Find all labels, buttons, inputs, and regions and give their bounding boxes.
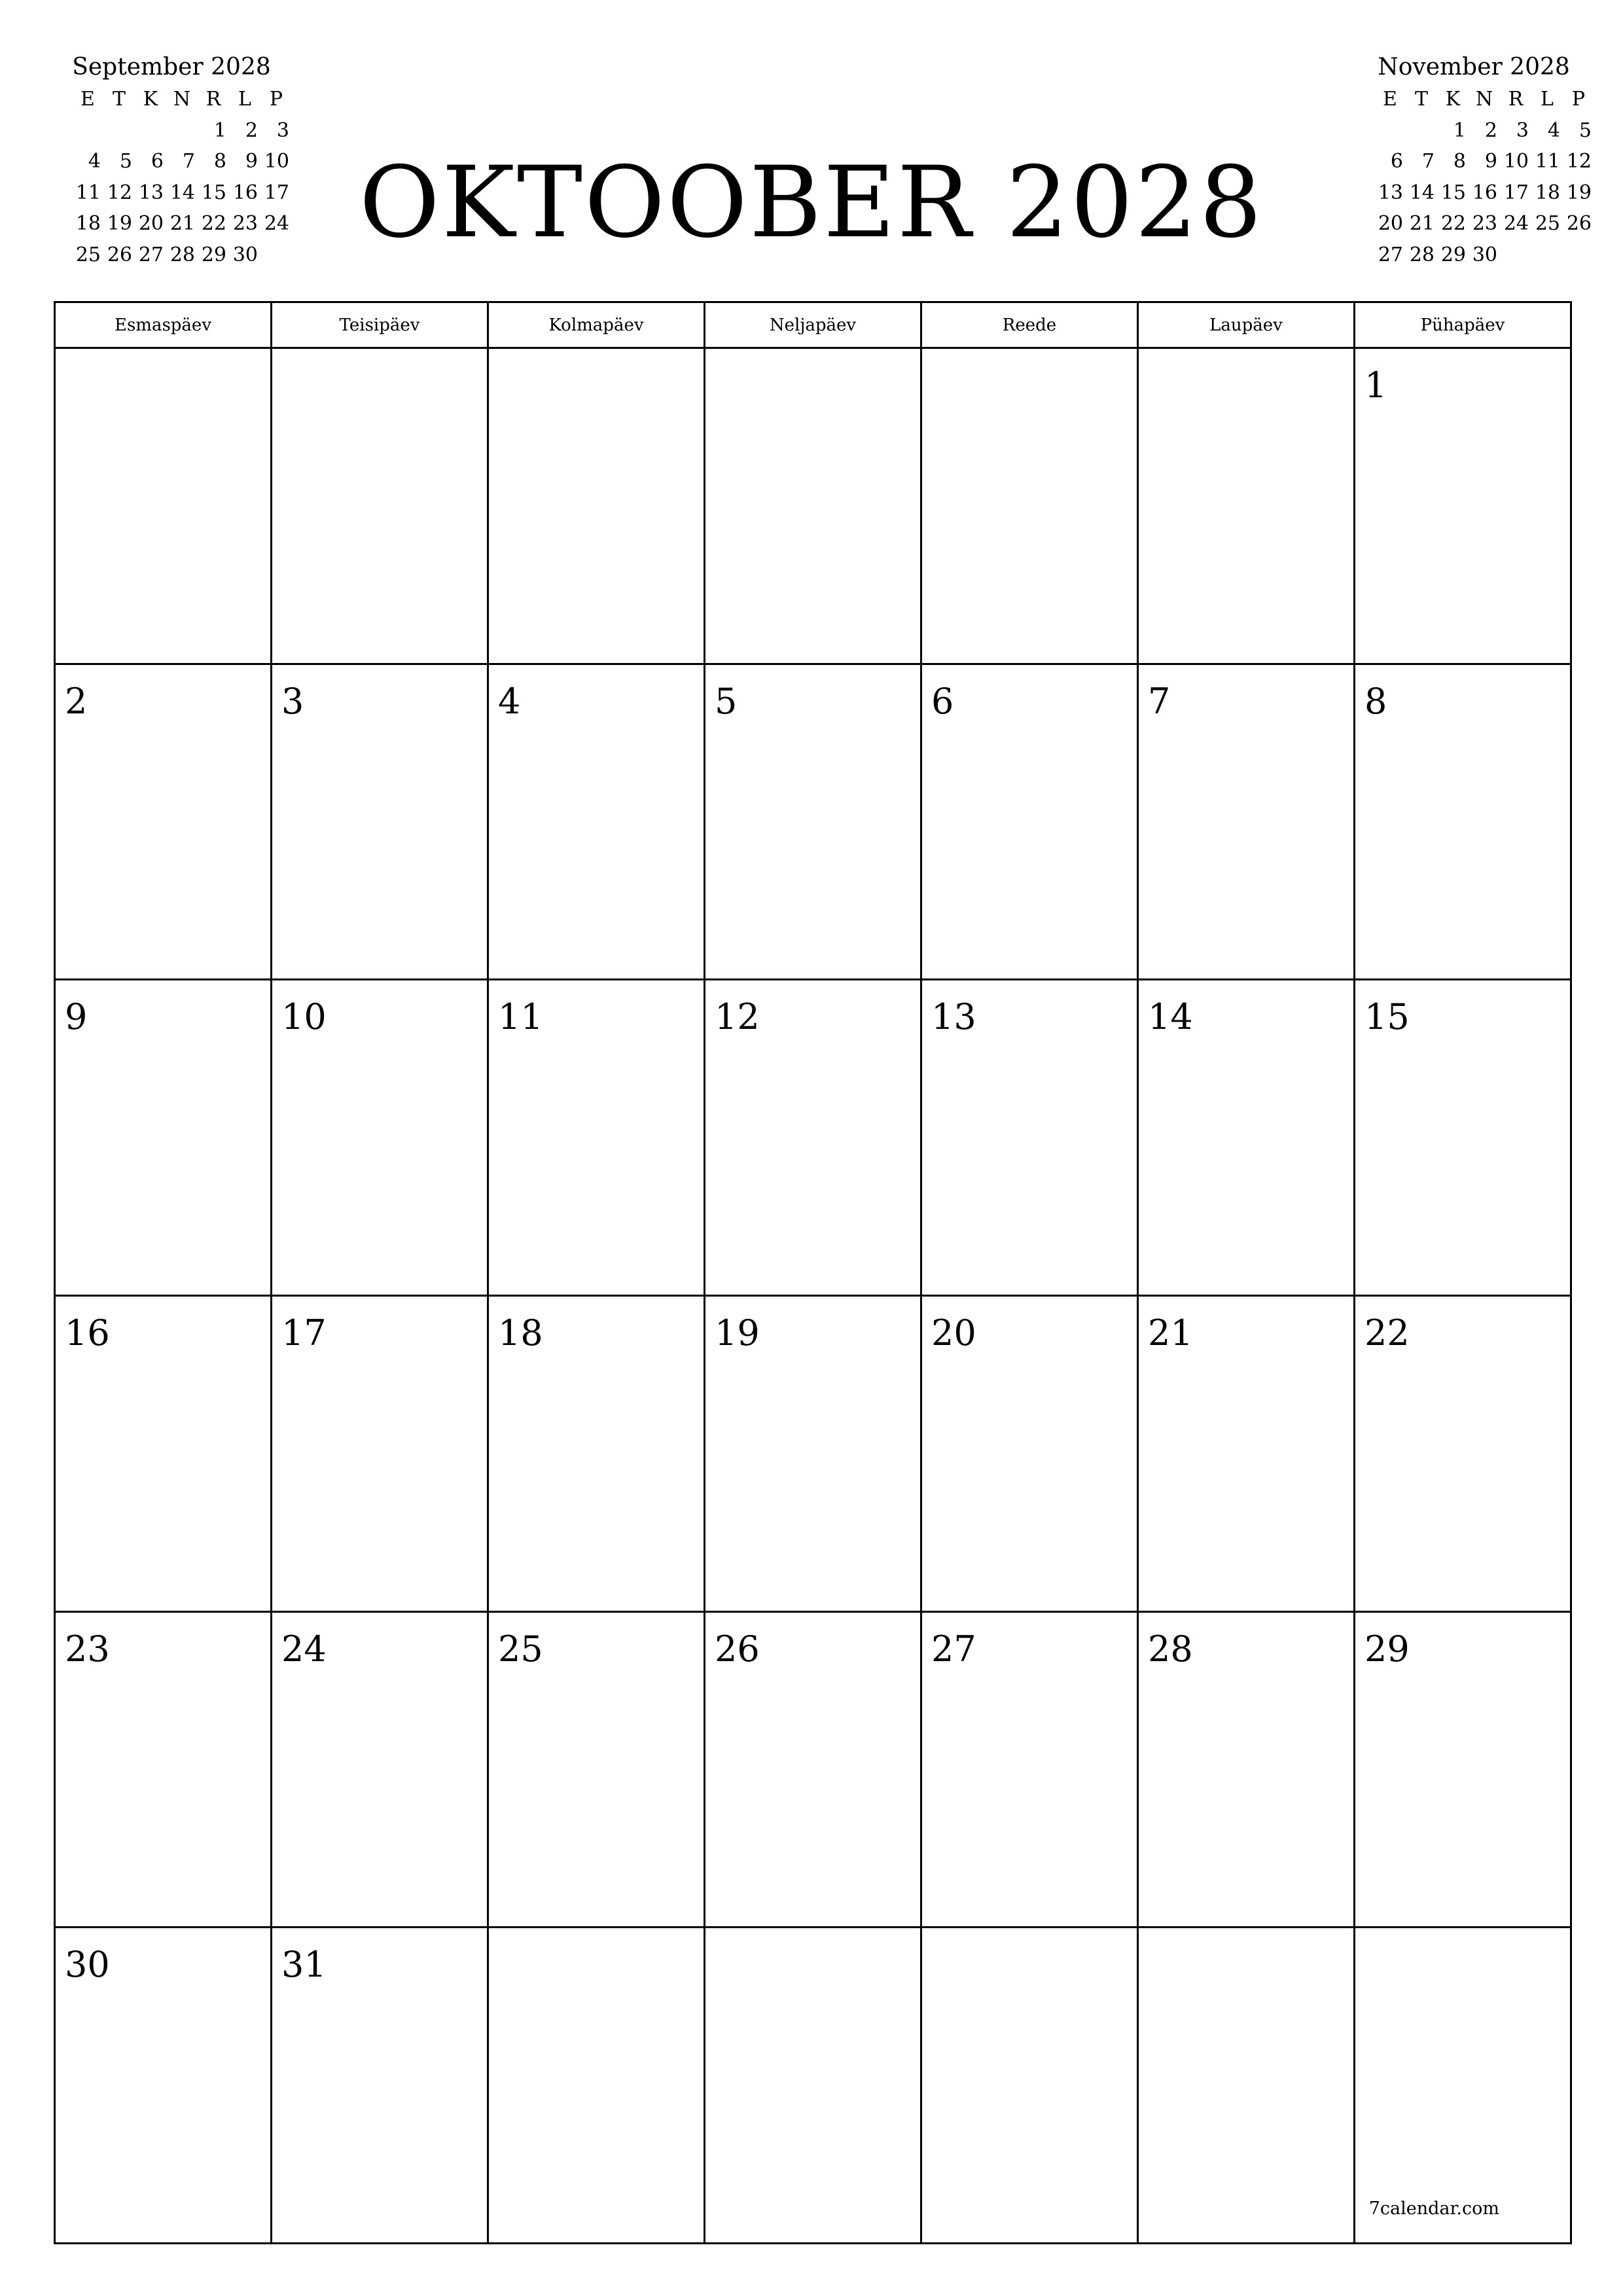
day-number: 24 [281, 1628, 327, 1670]
day-cell [489, 349, 705, 665]
day-number: 5 [715, 680, 738, 722]
mini-day-number: 9 [1484, 150, 1497, 173]
day-cell [56, 1297, 272, 1613]
mini-day-number: 25 [75, 243, 101, 266]
day-cell [272, 665, 489, 981]
day-number: 12 [715, 996, 760, 1038]
page-title: OKTOOBER 2028 [359, 146, 1264, 260]
mini-day-number [1372, 115, 1403, 147]
mini-day-number: 3 [276, 118, 289, 142]
mini-day-number: 14 [1409, 181, 1435, 204]
weekday-header: Neljapäev [705, 303, 922, 349]
mini-weekday-initial: K [143, 88, 158, 111]
mini-weekday-initial: T [112, 88, 126, 111]
day-number: 18 [498, 1312, 543, 1354]
day-number: 28 [1148, 1628, 1193, 1670]
day-cell [922, 1297, 1139, 1613]
day-cell [272, 1928, 489, 2244]
day-number: 19 [715, 1312, 760, 1354]
day-number: 4 [498, 680, 521, 722]
mini-day-number: 6 [1390, 150, 1403, 173]
mini-day-number: 29 [201, 243, 226, 266]
mini-day-number: 23 [1472, 212, 1497, 235]
weekday-header: Reede [922, 303, 1139, 349]
day-cell [489, 665, 705, 981]
day-cell [56, 1613, 272, 1929]
mini-day-number: 10 [1503, 150, 1529, 173]
day-cell [1139, 665, 1355, 981]
mini-day-number: 13 [138, 181, 164, 204]
day-cell [1355, 1297, 1572, 1613]
day-number: 9 [65, 996, 88, 1038]
mini-day-number: 6 [151, 150, 164, 173]
day-cell [489, 980, 705, 1297]
mini-day-number: 15 [1440, 181, 1466, 204]
mini-weekday-initial: P [1571, 88, 1586, 111]
day-cell [1139, 1297, 1355, 1613]
day-number: 7 [1148, 680, 1171, 722]
mini-day-number [1403, 115, 1435, 147]
mini-day-number: 16 [232, 181, 258, 204]
day-cell [1355, 1928, 1572, 2244]
day-number: 14 [1148, 996, 1193, 1038]
mini-day-number [1497, 240, 1529, 271]
mini-day-number: 19 [107, 212, 132, 235]
mini-day-number: 21 [169, 212, 195, 235]
day-cell [489, 1297, 705, 1613]
day-cell [56, 665, 272, 981]
mini-day-number: 26 [1566, 212, 1592, 235]
weekday-header: Teisipäev [272, 303, 489, 349]
day-number: 3 [281, 680, 304, 722]
mini-day-number: 29 [1440, 243, 1466, 266]
day-cell [705, 1613, 922, 1929]
mini-day-number: 2 [245, 118, 258, 142]
mini-day-number [101, 115, 132, 147]
mini-day-number: 7 [182, 150, 195, 173]
day-cell [489, 1613, 705, 1929]
day-cell [56, 349, 272, 665]
day-number: 17 [281, 1312, 327, 1354]
mini-day-number: 26 [107, 243, 132, 266]
mini-day-number [1529, 240, 1560, 271]
day-cell [272, 980, 489, 1297]
mini-day-number: 27 [1378, 243, 1403, 266]
day-number: 15 [1364, 996, 1410, 1038]
day-cell [56, 1928, 272, 2244]
day-number: 16 [65, 1312, 110, 1354]
day-cell [272, 349, 489, 665]
mini-day-number: 12 [107, 181, 132, 204]
mini-day-number: 9 [245, 150, 258, 173]
day-cell [705, 1297, 922, 1613]
mini-calendar-title: September 2028 [72, 54, 271, 81]
mini-day-number: 20 [138, 212, 164, 235]
day-cell [1139, 1928, 1355, 2244]
day-number: 1 [1364, 365, 1387, 406]
mini-day-number: 17 [1503, 181, 1529, 204]
day-cell [1355, 665, 1572, 981]
day-number: 6 [931, 680, 954, 722]
mini-weekday-initial: R [205, 88, 221, 111]
day-cell [1355, 980, 1572, 1297]
mini-weekday-initial: L [238, 88, 251, 111]
mini-day-number: 20 [1378, 212, 1403, 235]
mini-calendar-title: November 2028 [1378, 54, 1570, 81]
mini-day-number: 22 [1440, 212, 1466, 235]
day-cell [922, 665, 1139, 981]
day-number: 11 [498, 996, 543, 1038]
mini-day-number: 30 [232, 243, 258, 266]
mini-day-number: 21 [1409, 212, 1435, 235]
mini-day-number: 7 [1421, 150, 1435, 173]
weekday-header: Pühapäev [1355, 303, 1572, 349]
mini-weekday-initial: K [1445, 88, 1461, 111]
day-cell [922, 1613, 1139, 1929]
month-grid [54, 301, 1572, 2244]
day-cell [1355, 349, 1572, 665]
mini-day-number: 30 [1472, 243, 1497, 266]
weekday-header: Laupäev [1139, 303, 1355, 349]
mini-day-number: 11 [1535, 150, 1560, 173]
mini-day-number: 15 [201, 181, 226, 204]
mini-calendar-next [1356, 51, 1592, 270]
mini-weekday-initial: E [1383, 88, 1397, 111]
day-number: 26 [715, 1628, 760, 1670]
mini-day-number: 24 [1503, 212, 1529, 235]
day-number: 22 [1364, 1312, 1410, 1354]
mini-day-number [1560, 240, 1592, 271]
mini-day-number: 4 [1547, 118, 1560, 142]
weekday-header: Esmaspäev [56, 303, 272, 349]
mini-day-number: 4 [88, 150, 101, 173]
weekday-header: Kolmapäev [489, 303, 705, 349]
mini-day-number: 16 [1472, 181, 1497, 204]
mini-day-number: 28 [1409, 243, 1435, 266]
mini-day-number: 1 [1453, 118, 1466, 142]
mini-day-number: 25 [1535, 212, 1560, 235]
day-number: 13 [931, 996, 976, 1038]
mini-day-number: 18 [75, 212, 101, 235]
mini-day-number: 5 [1578, 118, 1592, 142]
mini-day-number: 14 [169, 181, 195, 204]
mini-weekday-initial: E [80, 88, 95, 111]
mini-calendar-grid [1369, 84, 1592, 270]
mini-day-number [132, 115, 164, 147]
day-cell [272, 1297, 489, 1613]
day-number: 23 [65, 1628, 110, 1670]
day-cell [922, 980, 1139, 1297]
mini-weekday-initial: P [269, 88, 283, 111]
day-cell [922, 1928, 1139, 2244]
mini-day-number [69, 115, 101, 147]
mini-day-number: 1 [213, 118, 226, 142]
day-number: 20 [931, 1312, 976, 1354]
mini-day-number [164, 115, 195, 147]
day-number: 2 [65, 680, 88, 722]
mini-day-number: 13 [1378, 181, 1403, 204]
mini-day-number: 19 [1566, 181, 1592, 204]
day-number: 25 [498, 1628, 543, 1670]
day-number: 30 [65, 1944, 110, 1986]
day-number: 10 [281, 996, 327, 1038]
day-number: 8 [1364, 680, 1387, 722]
day-cell [1139, 980, 1355, 1297]
day-cell [922, 349, 1139, 665]
day-number: 27 [931, 1628, 976, 1670]
mini-day-number: 27 [138, 243, 164, 266]
day-cell [705, 665, 922, 981]
mini-day-number: 12 [1566, 150, 1592, 173]
mini-day-number: 2 [1484, 118, 1497, 142]
mini-weekday-initial: N [1475, 88, 1493, 111]
mini-weekday-initial: T [1414, 88, 1428, 111]
mini-day-number: 28 [169, 243, 195, 266]
day-cell [56, 980, 272, 1297]
mini-day-number: 22 [201, 212, 226, 235]
day-number: 29 [1364, 1628, 1410, 1670]
mini-day-number: 10 [264, 150, 289, 173]
mini-day-number: 24 [264, 212, 289, 235]
day-cell [705, 980, 922, 1297]
day-cell [1355, 1613, 1572, 1929]
day-cell [489, 1928, 705, 2244]
mini-weekday-initial: R [1508, 88, 1524, 111]
mini-day-number: 5 [119, 150, 132, 173]
mini-weekday-initial: L [1541, 88, 1554, 111]
mini-day-number: 17 [264, 181, 289, 204]
mini-day-number: 11 [75, 181, 101, 204]
mini-day-number: 8 [1453, 150, 1466, 173]
mini-day-number: 18 [1535, 181, 1560, 204]
day-number: 31 [281, 1944, 327, 1986]
day-number: 21 [1148, 1312, 1193, 1354]
site-watermark: 7calendar.com [1368, 2198, 1499, 2219]
mini-day-number: 8 [213, 150, 226, 173]
mini-weekday-initial: N [173, 88, 191, 111]
day-cell [705, 349, 922, 665]
day-cell [1139, 349, 1355, 665]
day-cell [705, 1928, 922, 2244]
mini-day-number: 23 [232, 212, 258, 235]
day-cell [1139, 1613, 1355, 1929]
mini-day-number: 3 [1516, 118, 1529, 142]
day-cell [272, 1613, 489, 1929]
